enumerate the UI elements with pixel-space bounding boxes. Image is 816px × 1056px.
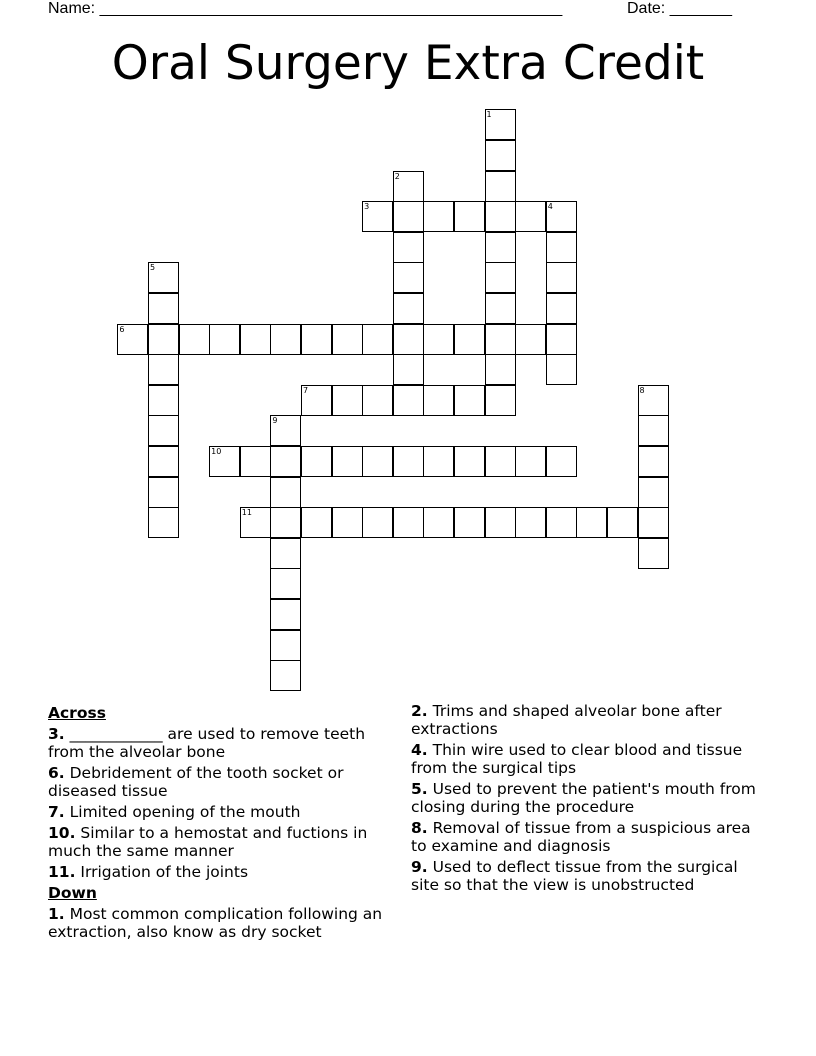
grid-cell[interactable] bbox=[240, 324, 271, 355]
grid-cell[interactable] bbox=[209, 324, 240, 355]
grid-cell[interactable] bbox=[270, 599, 301, 630]
grid-cell[interactable] bbox=[362, 324, 393, 355]
clue-down-5 bbox=[411, 780, 761, 816]
grid-cell[interactable] bbox=[638, 385, 669, 416]
grid-cell[interactable] bbox=[179, 324, 210, 355]
clue-down-1 bbox=[48, 905, 398, 941]
grid-cell[interactable] bbox=[332, 324, 363, 355]
grid-cell[interactable] bbox=[485, 293, 516, 324]
cell-number: 10 bbox=[211, 446, 222, 456]
grid-cell[interactable] bbox=[485, 324, 516, 355]
grid-cell[interactable] bbox=[270, 415, 301, 446]
name-field-label[interactable]: Name: ____________________________________________________ bbox=[48, 0, 563, 17]
grid-cell[interactable] bbox=[148, 507, 179, 538]
clue-text: Removal of tissue from a suspicious area to examine and diagnosis bbox=[411, 819, 751, 855]
clue-text: Thin wire used to clear blood and tissue from the surgical tips bbox=[411, 741, 743, 777]
grid-cell[interactable] bbox=[301, 324, 332, 355]
cell-number: 3 bbox=[364, 202, 370, 212]
grid-cell[interactable] bbox=[485, 232, 516, 263]
grid-cell[interactable] bbox=[301, 507, 332, 538]
clue-across-6 bbox=[48, 764, 398, 800]
down-heading: Down bbox=[48, 884, 97, 902]
clue-number: 3. bbox=[48, 725, 65, 743]
clue-text: ____________ are used to remove teeth from the alveolar bone bbox=[48, 725, 366, 761]
clue-down-8 bbox=[411, 819, 761, 855]
grid-cell[interactable] bbox=[148, 293, 179, 324]
grid-cell[interactable] bbox=[485, 140, 516, 171]
grid-cell[interactable] bbox=[638, 415, 669, 446]
clue-down-4 bbox=[411, 741, 761, 777]
across-heading: Across bbox=[48, 704, 106, 722]
grid-cell[interactable] bbox=[546, 354, 577, 385]
clue-text: Limited opening of the mouth bbox=[69, 803, 301, 821]
grid-cell[interactable] bbox=[423, 201, 454, 232]
grid-cell[interactable] bbox=[423, 385, 454, 416]
grid-cell[interactable] bbox=[301, 446, 332, 477]
grid-cell[interactable] bbox=[546, 324, 577, 355]
grid-cell[interactable] bbox=[332, 385, 363, 416]
grid-cell[interactable] bbox=[270, 538, 301, 569]
grid-cell[interactable] bbox=[301, 385, 332, 416]
grid-cell[interactable] bbox=[638, 507, 669, 538]
cell-number: 11 bbox=[241, 508, 252, 518]
grid-cell[interactable] bbox=[209, 446, 240, 477]
grid-cell[interactable] bbox=[546, 232, 577, 263]
grid-cell[interactable] bbox=[270, 660, 301, 691]
clue-number: 9. bbox=[411, 858, 428, 876]
grid-cell[interactable] bbox=[362, 446, 393, 477]
clues-left-column bbox=[48, 702, 398, 944]
clue-number: 2. bbox=[411, 702, 428, 720]
cell-number: 9 bbox=[272, 416, 278, 426]
grid-cell[interactable] bbox=[148, 262, 179, 293]
grid-cell[interactable] bbox=[270, 477, 301, 508]
cell-number: 2 bbox=[394, 171, 400, 181]
clue-down-9 bbox=[411, 858, 761, 894]
grid-cell[interactable] bbox=[485, 446, 516, 477]
clue-across-7 bbox=[48, 803, 398, 821]
grid-cell[interactable] bbox=[638, 446, 669, 477]
clue-text: Used to prevent the patient's mouth from closing during the procedure bbox=[411, 780, 756, 816]
grid-cell[interactable] bbox=[454, 446, 485, 477]
grid-cell[interactable] bbox=[240, 446, 271, 477]
grid-cell[interactable] bbox=[148, 354, 179, 385]
grid-cell[interactable] bbox=[148, 477, 179, 508]
cell-number: 1 bbox=[486, 110, 492, 120]
grid-cell[interactable] bbox=[485, 171, 516, 202]
grid-cell[interactable] bbox=[362, 201, 393, 232]
grid-cell[interactable] bbox=[148, 446, 179, 477]
grid-cell[interactable] bbox=[393, 171, 424, 202]
grid-cell[interactable] bbox=[515, 507, 546, 538]
cell-number: 6 bbox=[119, 324, 125, 334]
grid-cell[interactable] bbox=[393, 354, 424, 385]
grid-cell[interactable] bbox=[546, 201, 577, 232]
clues-right-column bbox=[411, 702, 761, 897]
clue-across-11 bbox=[48, 863, 398, 881]
cell-number: 5 bbox=[149, 263, 156, 273]
grid-cell[interactable] bbox=[485, 201, 516, 232]
clue-text: Trims and shaped alveolar bone after extractions bbox=[411, 702, 722, 738]
grid-cell[interactable] bbox=[607, 507, 638, 538]
clue-number: 5. bbox=[411, 780, 428, 798]
grid-cell[interactable] bbox=[332, 446, 363, 477]
grid-cell[interactable] bbox=[515, 201, 546, 232]
clue-number: 4. bbox=[411, 741, 428, 759]
grid-cell[interactable] bbox=[515, 446, 546, 477]
grid-cell[interactable] bbox=[270, 568, 301, 599]
clue-text: Similar to a hemostat and fuctions in much the same manner bbox=[48, 824, 368, 860]
clue-text: Irrigation of the joints bbox=[80, 863, 249, 881]
grid-cell[interactable] bbox=[393, 507, 424, 538]
grid-cell[interactable] bbox=[362, 507, 393, 538]
grid-cell[interactable] bbox=[270, 630, 301, 661]
grid-cell[interactable] bbox=[485, 507, 516, 538]
page-title: Oral Surgery Extra Credit bbox=[111, 36, 705, 91]
grid-cell[interactable] bbox=[546, 446, 577, 477]
grid-cell[interactable] bbox=[362, 385, 393, 416]
grid-cell[interactable] bbox=[454, 385, 485, 416]
grid-cell[interactable] bbox=[485, 385, 516, 416]
grid-cell[interactable] bbox=[546, 507, 577, 538]
cell-number: 4 bbox=[547, 202, 553, 212]
grid-cell[interactable] bbox=[270, 446, 301, 477]
clue-text: Used to deflect tissue from the surgical site so that the view is unobstructed bbox=[411, 858, 738, 894]
grid-cell[interactable] bbox=[546, 293, 577, 324]
grid-cell[interactable] bbox=[393, 385, 424, 416]
clue-number: 8. bbox=[411, 819, 428, 837]
grid-cell[interactable] bbox=[515, 324, 546, 355]
grid-cell[interactable] bbox=[393, 446, 424, 477]
clue-across-10 bbox=[48, 824, 398, 860]
grid-cell[interactable] bbox=[393, 293, 424, 324]
grid-cell[interactable] bbox=[485, 354, 516, 385]
clue-number: 1. bbox=[48, 905, 65, 923]
grid-cell[interactable] bbox=[393, 262, 424, 293]
grid-cell[interactable] bbox=[485, 262, 516, 293]
grid-cell[interactable] bbox=[117, 324, 148, 355]
clue-number: 7. bbox=[48, 803, 65, 821]
grid-cell[interactable] bbox=[332, 507, 363, 538]
grid-cell[interactable] bbox=[638, 538, 669, 569]
clue-number: 10. bbox=[48, 824, 76, 842]
grid-cell[interactable] bbox=[454, 201, 485, 232]
grid-cell[interactable] bbox=[423, 507, 454, 538]
grid-cell[interactable] bbox=[546, 262, 577, 293]
grid-cell[interactable] bbox=[270, 324, 301, 355]
clue-text: Most common complication following an extraction, also know as dry socket bbox=[48, 905, 383, 941]
grid-cell[interactable] bbox=[240, 507, 271, 538]
grid-cell[interactable] bbox=[638, 477, 669, 508]
grid-cell[interactable] bbox=[148, 324, 179, 355]
date-field-label[interactable]: Date: _______ bbox=[627, 0, 732, 17]
cell-number: 8 bbox=[639, 385, 645, 395]
grid-cell[interactable] bbox=[485, 109, 516, 140]
grid-cell[interactable] bbox=[576, 507, 607, 538]
clue-down-2 bbox=[411, 702, 761, 738]
grid-cell[interactable] bbox=[454, 324, 485, 355]
grid-cell[interactable] bbox=[270, 507, 301, 538]
clue-number: 11. bbox=[48, 863, 76, 881]
cell-number: 7 bbox=[302, 385, 309, 395]
grid-cell[interactable] bbox=[423, 324, 454, 355]
grid-cell[interactable] bbox=[423, 446, 454, 477]
grid-cell[interactable] bbox=[148, 415, 179, 446]
grid-cell[interactable] bbox=[393, 201, 424, 232]
clue-number: 6. bbox=[48, 764, 65, 782]
grid-cell[interactable] bbox=[148, 385, 179, 416]
clue-across-3 bbox=[48, 725, 398, 761]
clue-text: Debridement of the tooth socket or diseased tissue bbox=[48, 764, 344, 800]
grid-cell[interactable] bbox=[393, 232, 424, 263]
grid-cell[interactable] bbox=[454, 507, 485, 538]
grid-cell[interactable] bbox=[393, 324, 424, 355]
